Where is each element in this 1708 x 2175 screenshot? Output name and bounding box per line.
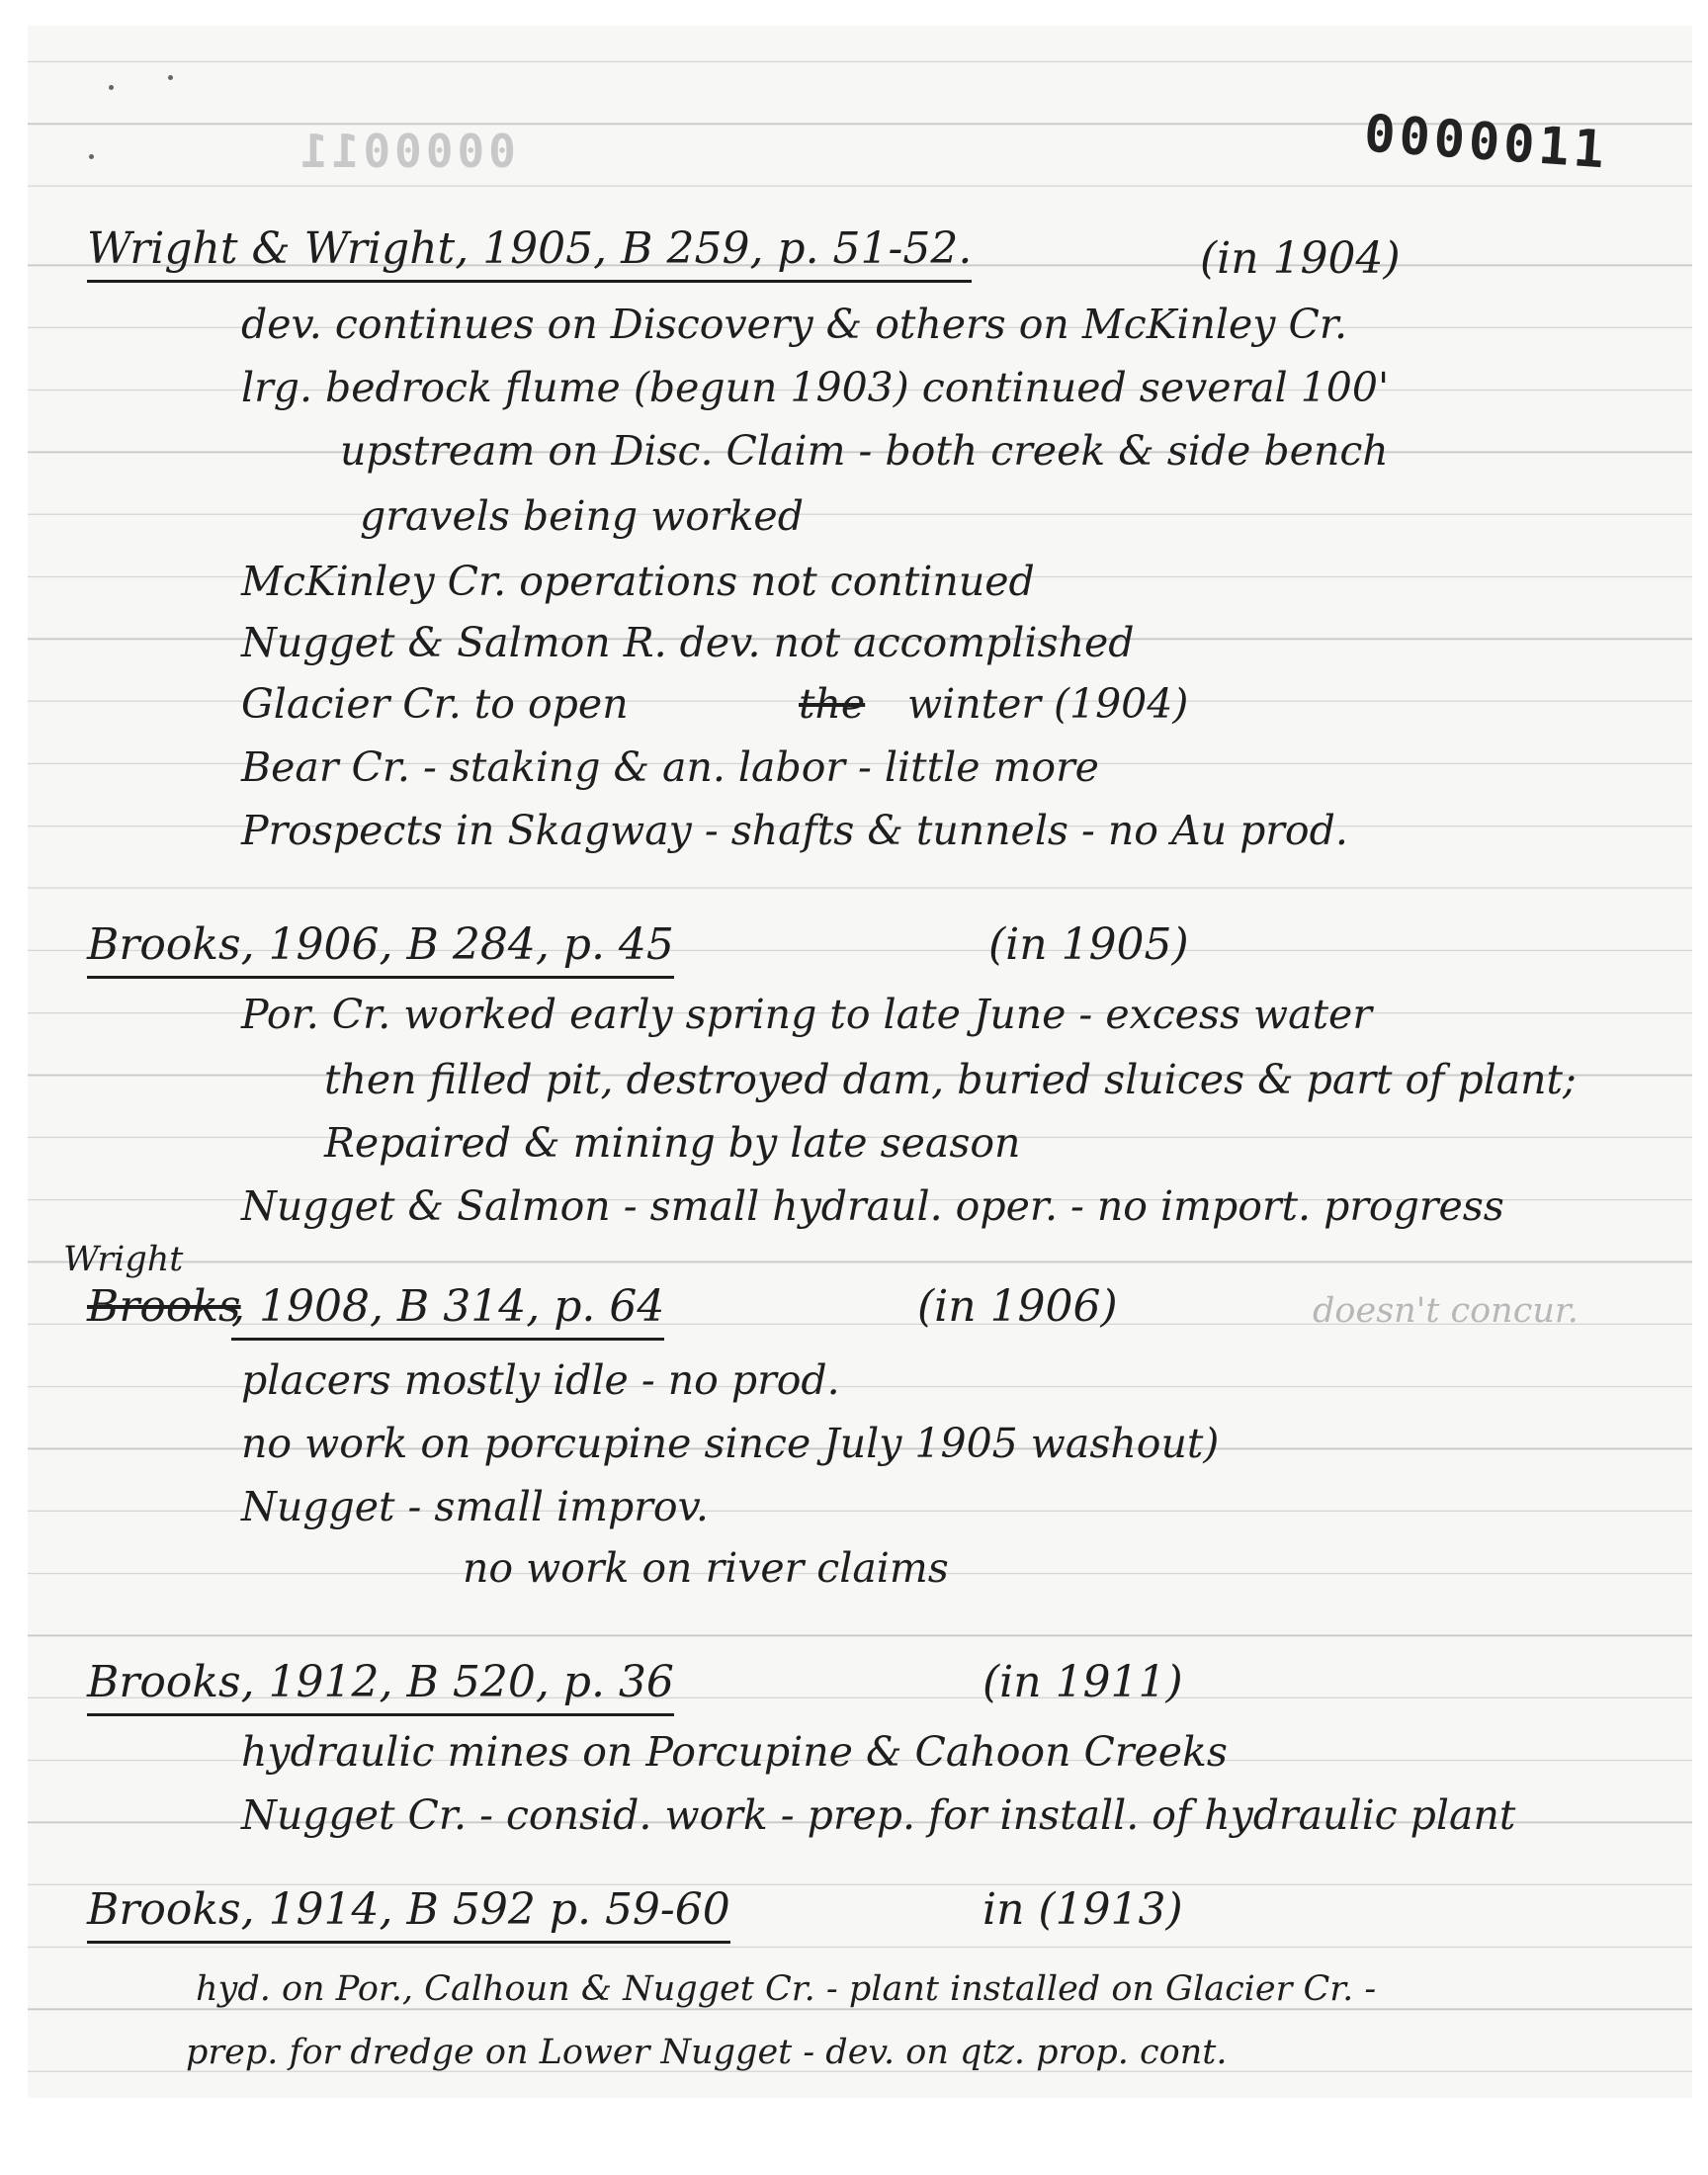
citation-year-note: (in 1911): [982, 1657, 1183, 1707]
struck-author-name: Brooks: [87, 1281, 241, 1332]
note-line: prep. for dredge on Lower Nugget - dev. on qtz. prop. cont.: [186, 2033, 1228, 2072]
margin-note: doesn't concur.: [1313, 1291, 1579, 1331]
page-stamp-number: 0000011: [1362, 104, 1610, 181]
note-line: Nugget & Salmon R. dev. not accomplished: [241, 619, 1135, 666]
bleed-through-stamp: 0000011: [297, 125, 516, 178]
note-line: placers mostly idle - no prod.: [241, 1356, 840, 1404]
citation-heading: Brooks, 1914, B 592 p. 59-60: [87, 1884, 730, 1944]
note-line: Por. Cr. worked early spring to late June - excess water: [241, 991, 1372, 1038]
note-line: no work on porcupine since July 1905 washout): [241, 1420, 1220, 1467]
citation-heading: Wright & Wright, 1905, B 259, p. 51-52.: [87, 223, 972, 283]
note-line: hydraulic mines on Porcupine & Cahoon Creeks: [241, 1728, 1228, 1776]
ink-speck: [89, 154, 94, 159]
heading-correction-note: Wright: [63, 1240, 184, 1279]
note-line: Nugget Cr. - consid. work - prep. for install. of hydraulic plant: [241, 1791, 1516, 1839]
note-line: hyd. on Por., Calhoun & Nugget Cr. - plant installed on Glacier Cr. -: [196, 1969, 1377, 2009]
note-line: then filled pit, destroyed dam, buried sluices & part of plant;: [324, 1056, 1577, 1103]
ink-speck: [109, 85, 114, 90]
citation-year-note: (in 1906): [917, 1281, 1118, 1332]
note-line: Glacier Cr. to open: [241, 680, 629, 728]
citation-year-note: in (1913): [982, 1884, 1183, 1935]
note-line: upstream on Disc. Claim - both creek & side bench: [340, 427, 1389, 475]
note-line: Nugget & Salmon - small hydraul. oper. - no import. progress: [241, 1182, 1504, 1230]
note-line: McKinley Cr. operations not continued: [241, 558, 1035, 605]
citation-year-note: (in 1905): [988, 919, 1189, 970]
note-line: lrg. bedrock flume (begun 1903) continued several 100': [241, 364, 1390, 411]
handwritten-notes-page: [28, 26, 1692, 2098]
struck-word: the: [799, 680, 866, 728]
note-line: no work on river claims: [463, 1544, 949, 1592]
citation-heading: Brooks, 1906, B 284, p. 45: [87, 919, 674, 979]
note-line: Nugget - small improv.: [241, 1483, 709, 1530]
note-line: Bear Cr. - staking & an. labor - little more: [241, 743, 1099, 791]
note-line: Repaired & mining by late season: [324, 1119, 1021, 1167]
citation-heading: Brooks, 1912, B 520, p. 36: [87, 1657, 674, 1716]
note-line: winter (1904): [907, 680, 1189, 728]
citation-year-note: (in 1904): [1200, 233, 1401, 284]
note-line: gravels being worked: [360, 492, 804, 540]
note-line: Prospects in Skagway - shafts & tunnels - no Au prod.: [241, 807, 1348, 854]
note-line: dev. continues on Discovery & others on McKinley Cr.: [241, 301, 1347, 348]
citation-heading: , 1908, B 314, p. 64: [231, 1281, 664, 1341]
ink-speck: [168, 75, 173, 80]
